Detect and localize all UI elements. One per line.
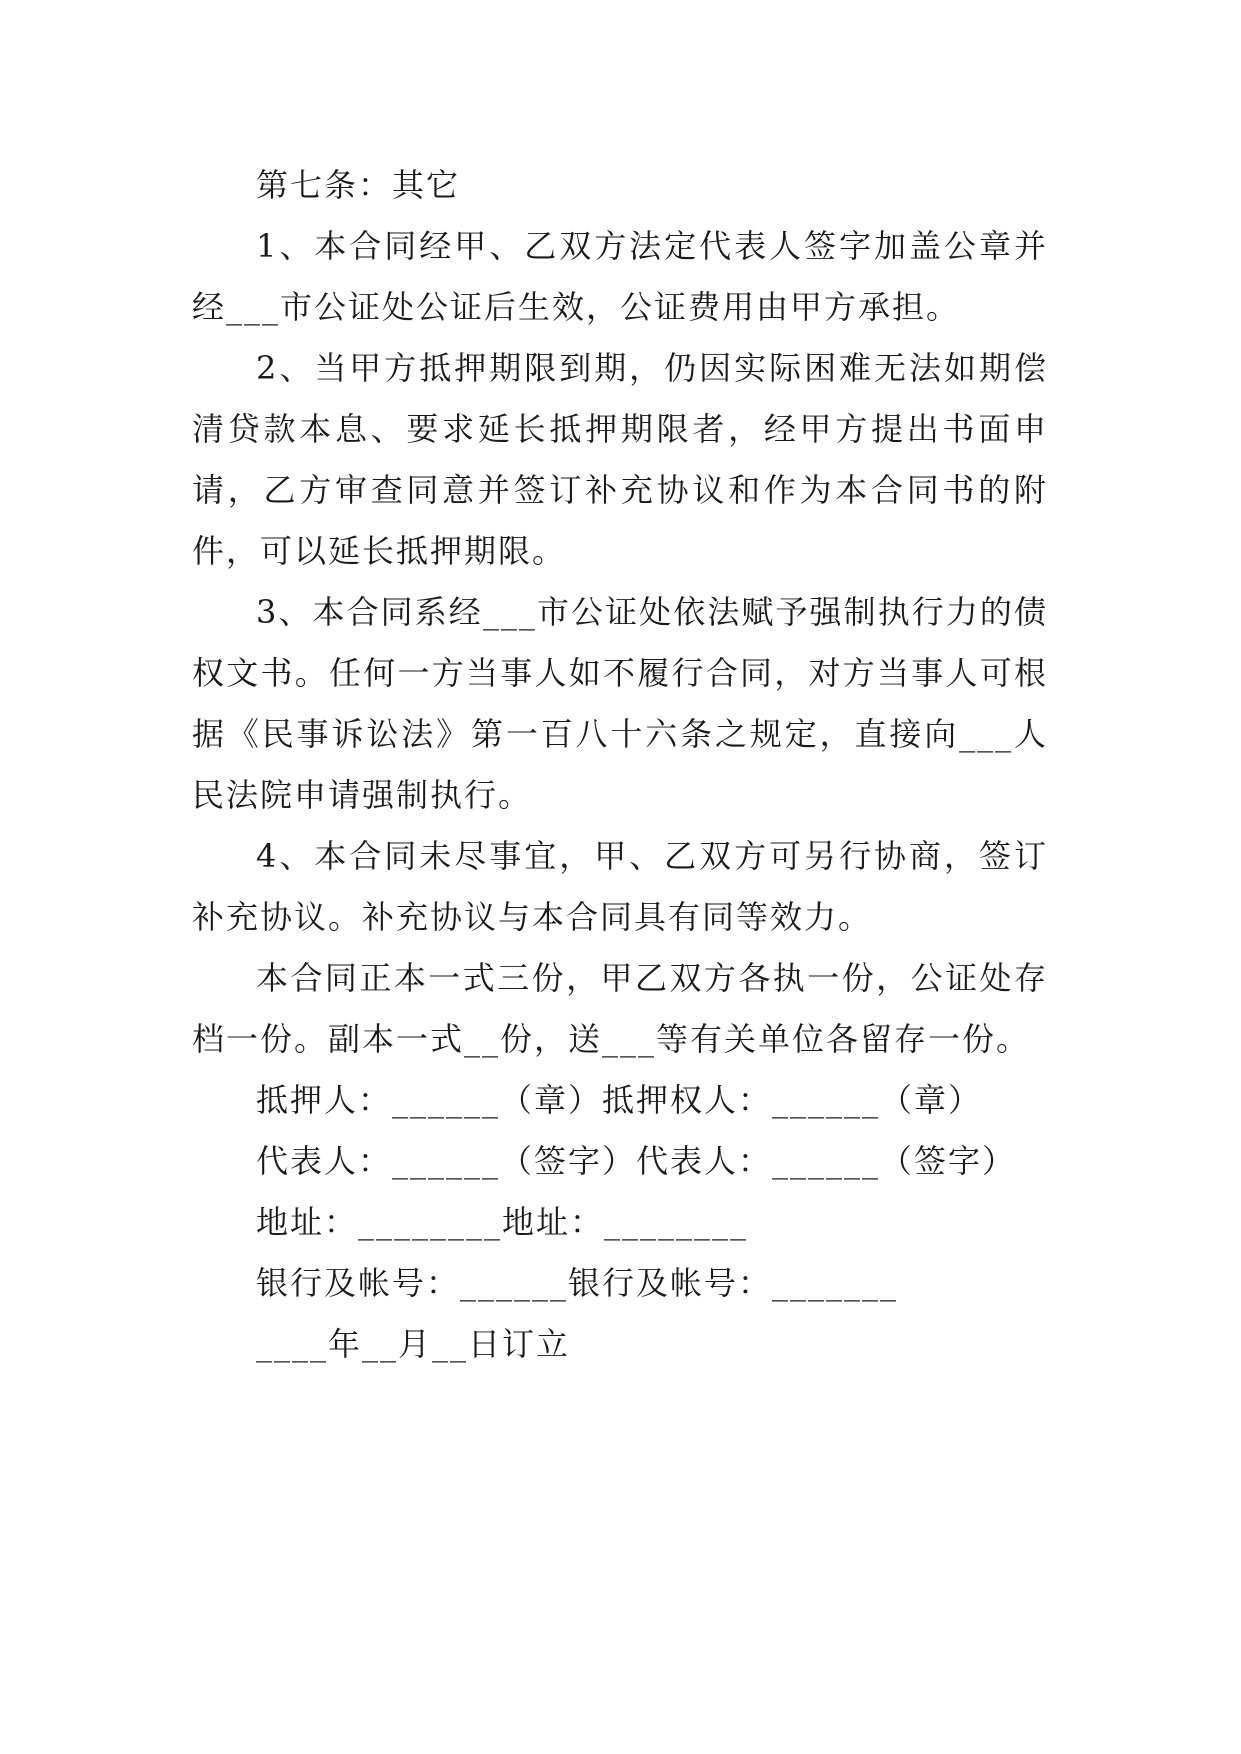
signature-mortgagor-line: 抵押人：______（章）抵押权人：______（章）	[256, 1081, 983, 1119]
article-heading: 第七条：其它	[256, 166, 461, 204]
clause-2: 2、当甲方抵押期限到期，仍因实际困难无法如期偿清贷款本息、要求延长抵押期限者，经甲方提出书面申请，乙方审查同意并签订补充协议和作为本合同书的附件，可以延长抵押期限。	[192, 349, 1048, 570]
signature-bank-account-line: 银行及帐号：______银行及帐号：_______	[256, 1264, 899, 1302]
copies-clause: 本合同正本一式三份，甲乙双方各执一份，公证处存档一份。副本一式__份，送___等有关单位各留存一份。	[192, 959, 1048, 1058]
clause-3: 3、本合同系经___市公证处依法赋予强制执行力的债权文书。任何一方当事人如不履行合同，对方当事人可根据《民事诉讼法》第一百八十六条之规定，直接向___人民法院申请强制执行。	[192, 593, 1048, 814]
signature-representative-line: 代表人：______（签字）代表人：______（签字）	[256, 1142, 1017, 1180]
clause-1: 1、本合同经甲、乙双方法定代表人签字加盖公章并经___市公证处公证后生效，公证费用由甲方承担。	[192, 227, 1048, 326]
clause-4: 4、本合同未尽事宜，甲、乙双方可另行协商，签订补充协议。补充协议与本合同具有同等效力。	[192, 837, 1048, 936]
document-page	[192, 155, 1048, 1375]
signature-address-line: 地址：________地址：________	[256, 1203, 749, 1241]
signature-date-line: ____年__月__日订立	[256, 1325, 571, 1363]
